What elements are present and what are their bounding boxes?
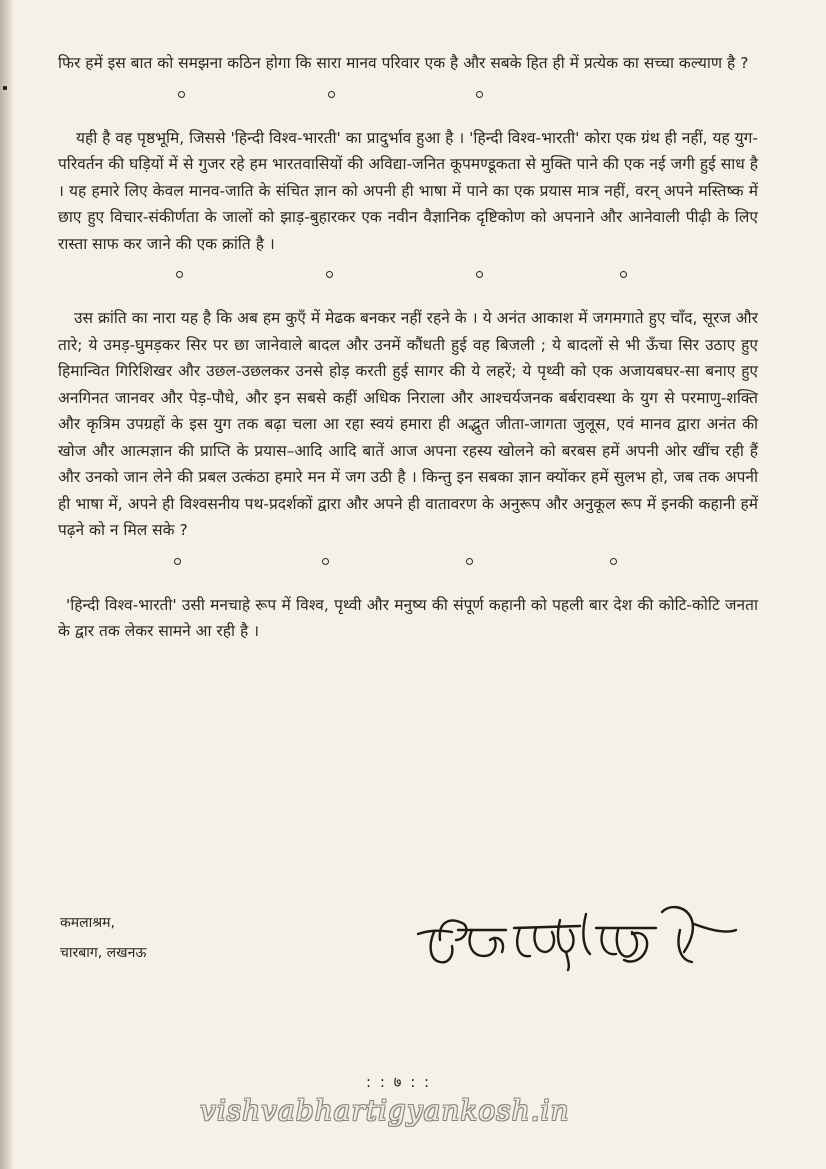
paragraph-3: उस क्रांति का नारा यह है कि अब हम कुएँ में मेढक बनकर नहीं रहने के । ये अनंत आकाश में जगमगाते हुए चाँद, सूरज और तारे; ये उमड़-घुमड़कर सिर पर छा जानेवाले बादल और उनमें कौंधती हुई वह बिजली ; ये बादलों से भी ऊँचा सिर उठाए हुए हिमान्वित गिरिशिखर और उछल-उछलकर उनसे होड़ करती हुई सागर की ये लहरें; ये पृथ्वी को एक अजायबघर-सा बनाए हुए अनगिनत जानवर और पेड़-पौधे, और इन सबसे कहीं अधिक निराला और आश्चर्यजनक बर्बरावस्था के युग से परमाणु-शक्ति और कृत्रिम उपग्रहों के इस युग तक बढ़ा चला आ रहा स्वयं हमारा ही अद्भुत जीता-जागता जुलूस, एवं मानव द्वारा अनंत की खोज और आत्मज्ञान की प्राप्ति के प्रयास–आदि आदि बातें आज अपना रहस्य खोलने को बरबस हमें अपनी ओर खींच रही हैं और उनको जान लेने की प्रबल उत्कंठा हमारे मन में जग उठी है । किन्तु इन सबका ज्ञान क्योंकर हमें सुलभ हो, जब तक अपनी ही भाषा में, अपने ही विश्वसनीय पथ-प्रदर्शकों द्वारा और अपने ही वातावरण के अनुरूप और अनुकूल रूप में इनकी कहानी हमें पढ़ने को न मिल सके ? — [58, 309, 758, 539]
paragraph-1: फिर हमें इस बात को समझना कठिन होगा कि सारा मानव परिवार एक है और सबके हित ही में प्रत्येक का सच्चा कल्याण है ? — [58, 54, 749, 72]
section-divider-1 — [58, 77, 758, 125]
paragraph-2: यही है वह पृष्ठभूमि, जिससे 'हिन्दी विश्व-भारती' का प्रादुर्भाव हुआ है । 'हिन्दी विश्व-भारती' कोरा एक ग्रंथ ही नहीं, यह युग-परिवर्तन की घड़ियों में से गुजर रहे हम भारतवासियों की अविद्या-जनित कूपमण्डूकता से मुक्ति पाने की एक नई जगी हुई साध है । यह हमारे लिए केवल मानव-जाति के संचित ज्ञान को अपनी ही भाषा में पाने का एक प्रयास मात्र नहीं, वरन् अपने मस्तिष्क में छाए हुए विचार-संकीर्णता के जालों को झाड़-बुहारकर एक नवीन वैज्ञानिक दृष्टिकोण को अपनाने और आनेवाली पीढ़ी के लिए रास्ता साफ कर जाने की एक क्रांति है । — [58, 128, 758, 253]
divider-dot — [178, 91, 185, 98]
place-line-2: चारबाग, लखनऊ — [60, 945, 147, 961]
divider-dot — [326, 271, 333, 278]
divider-dot — [476, 91, 483, 98]
page-content — [58, 50, 758, 645]
site-watermark: vishvabhartigyankosh.in — [200, 1094, 570, 1127]
divider-dot — [328, 91, 335, 98]
page-binding-edge — [0, 0, 14, 1169]
section-divider-2 — [58, 257, 758, 305]
divider-dot — [610, 558, 617, 565]
divider-dot — [174, 558, 181, 565]
section-divider-3 — [58, 544, 758, 592]
place-block — [60, 908, 146, 968]
divider-dot — [322, 558, 329, 565]
handwritten-signature — [410, 900, 740, 990]
divider-dot — [176, 271, 183, 278]
divider-dot — [620, 271, 627, 278]
binding-mark — [3, 86, 7, 90]
page-number: : : ७ : : — [366, 1073, 432, 1091]
paragraph-4: 'हिन्दी विश्व-भारती' उसी मनचाहे रूप में विश्व, पृथ्वी और मनुष्य की संपूर्ण कहानी को पहली बार देश की कोटि-कोटि जनता के द्वार तक लेकर सामने आ रही है । — [58, 595, 758, 640]
place-line-1: कमलाश्रम, — [60, 915, 115, 931]
divider-dot — [466, 558, 473, 565]
divider-dot — [476, 271, 483, 278]
